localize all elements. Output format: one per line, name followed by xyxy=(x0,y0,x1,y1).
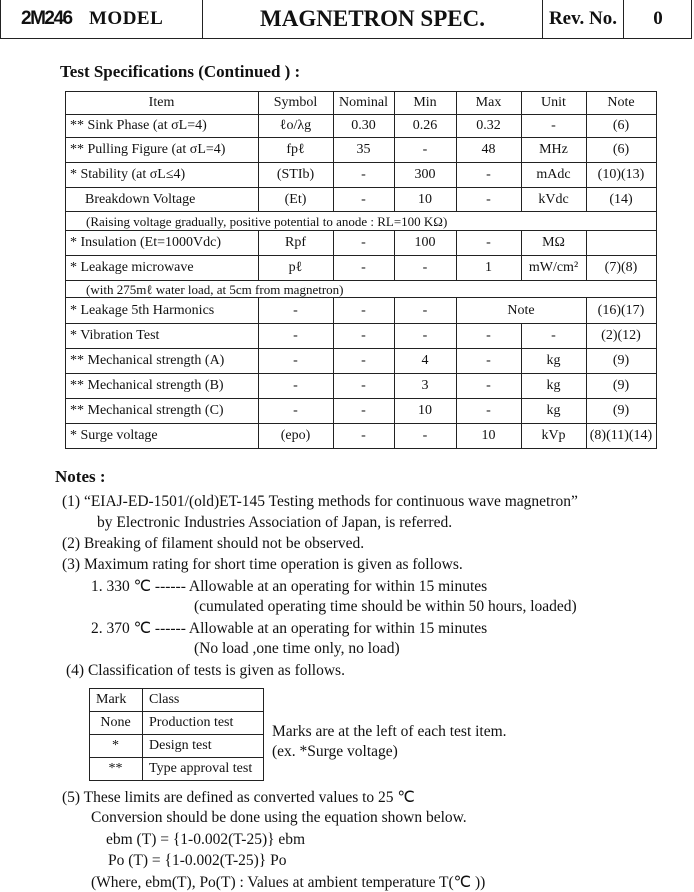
table-cell-note: (14) xyxy=(609,191,633,207)
table-cell-note: (8)(11)(14) xyxy=(589,428,653,443)
note-5-line-2: Conversion should be done using the equation shown below. xyxy=(91,809,467,826)
table-cell-item: * Vibration Test xyxy=(70,328,160,343)
equation-ebm: ebm (T) = {1-0.002(T-25)} ebm xyxy=(106,831,306,848)
table-cell-unit: MHz xyxy=(539,142,568,157)
table-cell-unit: MΩ xyxy=(542,235,565,250)
table-cell-unit: - xyxy=(551,118,556,133)
col-header-item: Item xyxy=(148,95,175,110)
rev-value: 0 xyxy=(653,8,663,29)
class-production: Production test xyxy=(149,714,234,730)
table-cell-min: 3 xyxy=(421,378,429,393)
table-cell-nominal: - xyxy=(361,403,366,418)
model-code: 2M246 xyxy=(21,8,72,29)
note-3-item-1-detail: (cumulated operating time should be within 50 hours, loaded) xyxy=(194,598,577,615)
table-cell-item: ** Mechanical strength (C) xyxy=(70,403,224,418)
note-5: (5) These limits are defined as converted values to 25 ℃ xyxy=(62,789,415,806)
table-cell-note: (9) xyxy=(612,353,630,368)
table-cell-max: 0.32 xyxy=(476,118,501,133)
table-cell-unit: kVp xyxy=(541,428,566,443)
class-mark-double: ** xyxy=(108,760,123,776)
table-cell-nominal: - xyxy=(361,378,366,393)
table-cell-symbol: - xyxy=(293,328,298,343)
class-header-mark: Mark xyxy=(96,691,127,707)
table-cell-max: - xyxy=(486,167,491,182)
table-cell-symbol: pℓ xyxy=(288,260,303,275)
note-1-line-2: by Electronic Industries Association of Japan, is referred. xyxy=(97,514,453,531)
table-cell-unit: kVdc xyxy=(538,191,569,207)
table-cell-nominal: - xyxy=(361,302,366,318)
note-1-line-1: (1) “EIAJ-ED-1501/(old)ET-145 Testing methods for continuous wave magnetron” xyxy=(62,493,578,510)
table-cell-note: (10)(13) xyxy=(597,167,645,182)
equation-where: (Where, ebm(T), Po(T) : Values at ambient temperature T(℃ )) xyxy=(91,874,486,891)
classification-table xyxy=(89,688,264,781)
marks-note-1: Marks are at the left of each test item. xyxy=(272,723,507,740)
col-header-min: Min xyxy=(413,95,437,110)
table-cell-note: (16)(17) xyxy=(597,302,645,318)
col-header-max: Max xyxy=(475,95,502,110)
document-title: MAGNETRON SPEC. xyxy=(260,6,485,31)
table-cell-min: 10 xyxy=(418,191,432,207)
table-cell-nominal: 35 xyxy=(356,142,371,157)
table-cell-min: 10 xyxy=(418,403,432,418)
table-cell-max: - xyxy=(486,191,491,207)
table-cell-symbol: - xyxy=(293,353,298,368)
table-cell-nominal: - xyxy=(361,353,366,368)
table-cell-max: - xyxy=(486,378,491,393)
table-cell-nominal: - xyxy=(361,260,366,275)
marks-note-2: (ex. *Surge voltage) xyxy=(272,743,398,760)
table-cell-item: * Surge voltage xyxy=(70,428,158,443)
table-cell-min: - xyxy=(422,260,428,275)
table-remark: (with 275mℓ water load, at 5cm from magnetron) xyxy=(86,281,344,297)
table-cell-max: - xyxy=(486,328,491,343)
table-cell-nominal: - xyxy=(361,191,366,207)
note-3-item-2: 2. 370 ℃ ------ Allowable at an operating for within 15 minutes xyxy=(91,620,488,637)
note-3-item-1: 1. 330 ℃ ------ Allowable at an operating for within 15 minutes xyxy=(91,578,488,595)
table-cell-symbol: Rpf xyxy=(285,235,306,250)
table-cell-unit: kg xyxy=(546,353,561,368)
table-cell-nominal: 0.30 xyxy=(351,118,376,133)
col-header-unit: Unit xyxy=(541,95,566,110)
table-cell-note: (6) xyxy=(612,142,630,157)
table-cell-note xyxy=(586,231,656,255)
class-header-class: Class xyxy=(149,691,180,707)
table-cell-item: ** Sink Phase (at σL=4) xyxy=(70,118,207,133)
table-cell-max: - xyxy=(486,353,491,368)
class-design: Design test xyxy=(149,737,212,753)
notes-heading: Notes : xyxy=(55,467,106,486)
table-cell-symbol: (STIb) xyxy=(276,167,315,182)
note-4: (4) Classification of tests is given as follows. xyxy=(66,662,345,679)
table-cell-item: Breakdown Voltage xyxy=(85,191,196,207)
table-cell-max: - xyxy=(486,403,491,418)
table-cell-nominal: - xyxy=(361,235,366,250)
table-cell-item: ** Mechanical strength (B) xyxy=(70,378,224,393)
table-cell-symbol: fpℓ xyxy=(286,142,305,157)
note-2: (2) Breaking of filament should not be observed. xyxy=(62,535,365,552)
equation-po: Po (T) = {1-0.002(T-25)} Po xyxy=(108,852,287,869)
model-label: MODEL xyxy=(89,8,164,29)
rev-label: Rev. No. xyxy=(548,8,618,29)
table-remark: (Raising voltage gradually, positive potential to anode : RL=100 KΩ) xyxy=(86,213,448,229)
table-cell-unit: mW/cm² xyxy=(528,260,579,275)
table-cell-nominal: - xyxy=(361,167,366,182)
table-cell-unit: kg xyxy=(546,378,561,393)
table-cell-max: 10 xyxy=(481,428,496,443)
table-cell-symbol: - xyxy=(293,302,298,318)
table-cell-max: 48 xyxy=(481,142,496,157)
table-cell-min: - xyxy=(422,428,428,443)
table-cell-min: 300 xyxy=(414,167,436,182)
table-cell-symbol: (Et) xyxy=(284,191,307,207)
table-cell-unit: - xyxy=(551,328,556,343)
table-cell-symbol: - xyxy=(293,378,298,393)
table-cell-note: (6) xyxy=(612,118,630,133)
col-header-note: Note xyxy=(607,95,635,110)
table-cell-note: (9) xyxy=(612,403,630,418)
table-cell-max: - xyxy=(486,235,491,250)
table-cell-nominal: - xyxy=(361,428,366,443)
table-cell-min: - xyxy=(422,142,428,157)
table-cell-max: 1 xyxy=(485,260,492,275)
table-cell-note: (7)(8) xyxy=(604,260,638,275)
col-header-symbol: Symbol xyxy=(273,95,318,110)
table-cell-min: 100 xyxy=(414,235,436,250)
col-header-nominal: Nominal xyxy=(339,95,388,110)
table-cell-item: ** Mechanical strength (A) xyxy=(70,353,225,368)
table-cell-item: * Insulation (Et=1000Vdc) xyxy=(70,235,221,250)
table-cell-symbol: (epo) xyxy=(280,428,311,443)
table-cell-item: ** Pulling Figure (at σL=4) xyxy=(70,142,226,157)
table-cell-unit: kg xyxy=(546,403,561,418)
class-mark-single: * xyxy=(112,737,119,753)
table-cell-nominal: - xyxy=(361,328,366,343)
table-cell-symbol: ℓo/λg xyxy=(279,118,312,133)
table-cell-item: * Leakage microwave xyxy=(70,260,194,275)
table-cell-item: * Leakage 5th Harmonics xyxy=(70,302,215,318)
note-3-item-2-detail: (No load ,one time only, no load) xyxy=(194,640,400,657)
table-cell-min: 4 xyxy=(421,353,429,368)
note-3: (3) Maximum rating for short time operation is given as follows. xyxy=(62,556,463,573)
table-cell-item: * Stability (at σL≤4) xyxy=(70,167,186,182)
class-mark-none: None xyxy=(100,714,131,730)
section-title: Test Specifications (Continued ) : xyxy=(60,62,301,81)
table-cell-unit: mAdc xyxy=(536,167,571,182)
table-cell-symbol: - xyxy=(293,403,298,418)
table-cell-min: - xyxy=(422,302,428,318)
table-cell-min: 0.26 xyxy=(412,118,438,133)
table-cell-max: Note xyxy=(507,302,535,318)
table-cell-note: (9) xyxy=(612,378,630,393)
table-cell-min: - xyxy=(422,328,428,343)
table-cell-note: (2)(12) xyxy=(601,328,641,343)
class-type-approval: Type approval test xyxy=(149,760,253,776)
